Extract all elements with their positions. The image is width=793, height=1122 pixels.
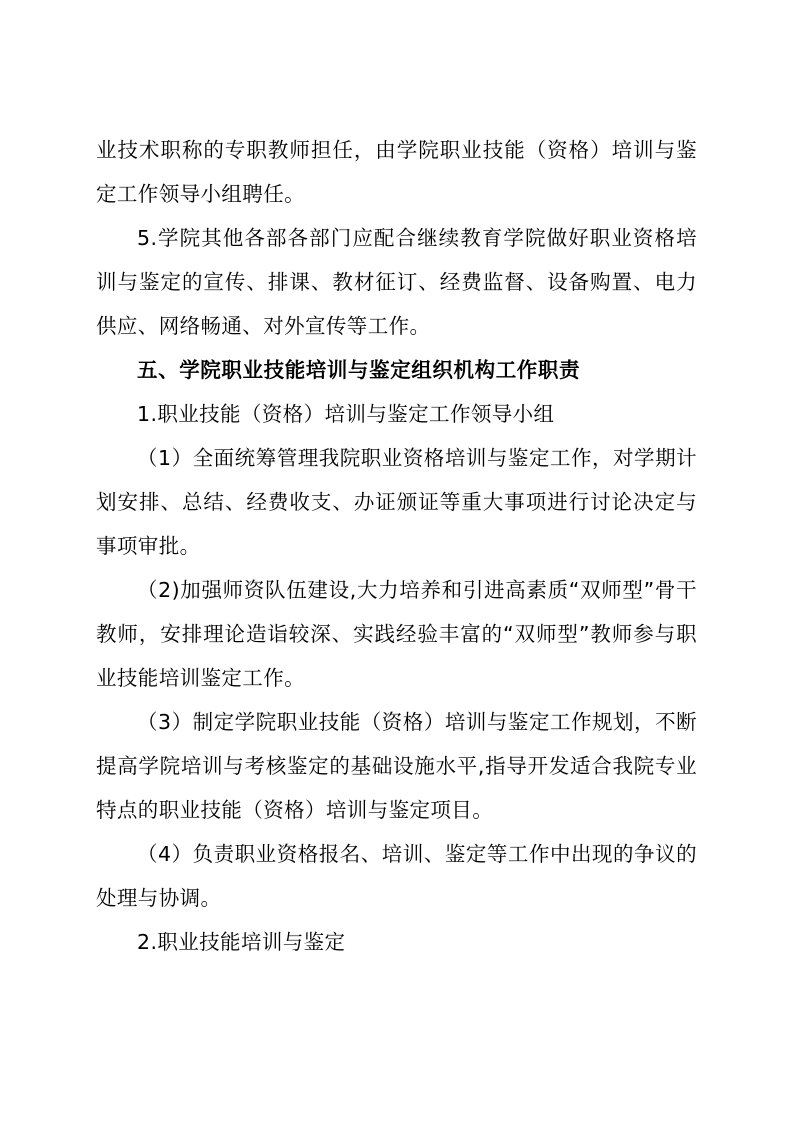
paragraph-sub-item-2: 2.职业技能培训与鉴定: [137, 930, 346, 954]
paragraph-sub-item-1: 1.职业技能（资格）培训与鉴定工作领导小组: [137, 402, 555, 426]
paragraph-duty-4: （4）负责职业资格报名、培训、鉴定等工作中出现的争议的处理与协调。: [96, 842, 697, 910]
heading-section-five: 五、学院职业技能培训与鉴定组织机构工作职责: [137, 358, 581, 382]
paragraph-item-5: 5.学院其他各部各部门应配合继续教育学院做好职业资格培训与鉴定的宣传、排课、教材征订、经费监督、设备购置、电力供应、网络畅通、对外宣传等工作。: [96, 226, 697, 338]
paragraph-duty-2: （2)加强师资队伍建设,大力培养和引进高素质“双师型”骨干教师，安排理论造诣较深、实践经验丰富的“双师型”教师参与职业技能培训鉴定工作。: [96, 578, 697, 690]
paragraph-duty-3: （3）制定学院职业技能（资格）培训与鉴定工作规划，不断提高学院培训与考核鉴定的基础设施水平,指导开发适合我院专业特点的职业技能（资格）培训与鉴定项目。: [96, 710, 697, 822]
document-body: [96, 128, 697, 964]
paragraph-duty-1: （1）全面统筹管理我院职业资格培训与鉴定工作，对学期计划安排、总结、经费收支、办证颁证等重大事项进行讨论决定与事项审批。: [96, 446, 697, 558]
paragraph-continued-text: 业技术职称的专职教师担任，由学院职业技能（资格）培训与鉴定工作领导小组聘任。: [96, 138, 697, 206]
